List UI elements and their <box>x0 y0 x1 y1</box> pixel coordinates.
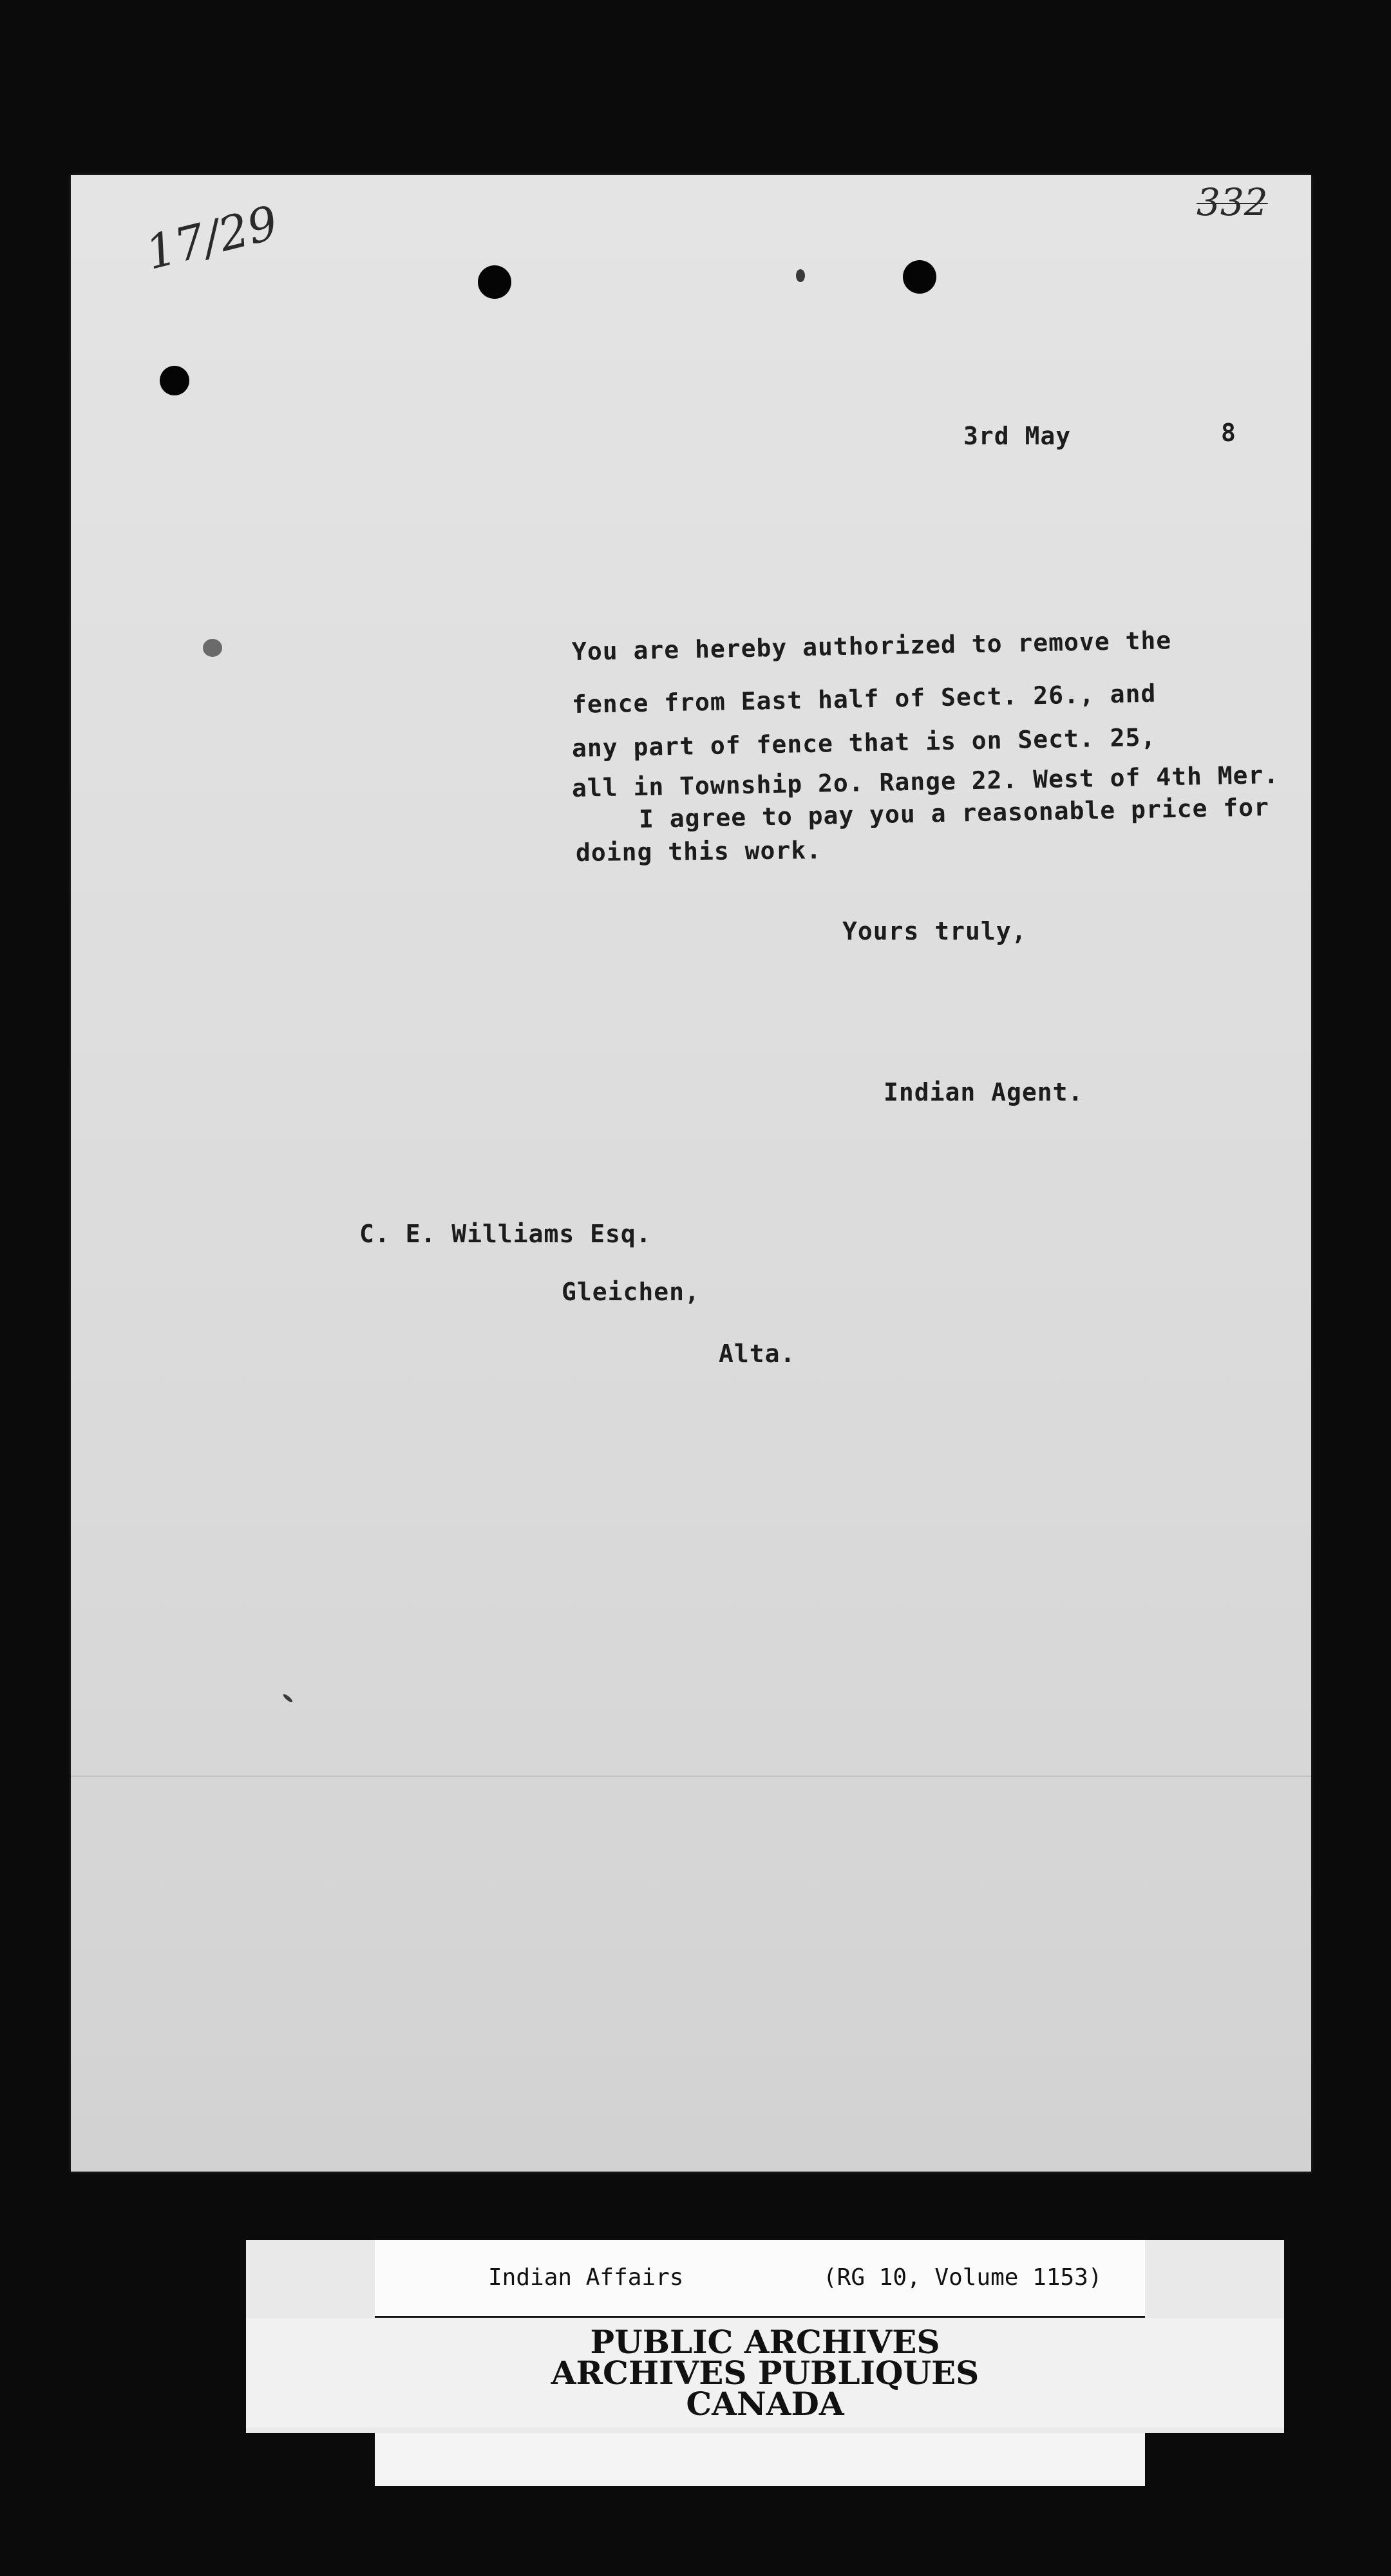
ink-speck <box>203 639 222 657</box>
signature-title: Indian Agent. <box>884 1078 1084 1106</box>
page-fold-line <box>71 1776 1311 1777</box>
addressee-name: C. E. Williams Esq. <box>359 1220 652 1248</box>
pencil-tick <box>282 1693 294 1703</box>
punch-hole <box>903 260 936 294</box>
letter-body-line: all in Township 2o. Range 22. West of 4th Mer. <box>571 760 1280 802</box>
archive-name-fr: ARCHIVES PUBLIQUES <box>551 2354 979 2392</box>
letter-body-line: I agree to pay you a reasonable price for <box>638 793 1270 833</box>
ink-speck <box>796 269 805 282</box>
letter-body-line: doing this work. <box>575 836 822 867</box>
archive-reference-label <box>375 2240 1145 2318</box>
letter-date: 3rd May <box>963 422 1072 450</box>
letter-body-line: You are hereby authorized to remove the <box>571 626 1172 666</box>
addressee-province: Alta. <box>719 1340 796 1368</box>
archive-page-number: 332 <box>1197 180 1268 224</box>
archive-name-en: PUBLIC ARCHIVES <box>590 2323 940 2361</box>
punch-hole <box>160 366 189 395</box>
letter-body-line: fence from East half of Sect. 26., and <box>571 679 1157 719</box>
archive-label-bottom <box>375 2433 1145 2486</box>
punch-hole <box>478 265 511 299</box>
margin-file-note: 17/29 <box>140 195 283 280</box>
letter-body-line: any part of fence that is on Sect. 25, <box>571 723 1157 762</box>
record-series: Indian Affairs <box>488 2264 684 2291</box>
archive-country: CANADA <box>686 2385 844 2423</box>
addressee-town: Gleichen, <box>562 1278 700 1306</box>
record-reference: (RG 10, Volume 1153) <box>823 2264 1102 2291</box>
letter-closing: Yours truly, <box>842 917 1027 945</box>
letter-year-fragment: 8 <box>1221 419 1236 447</box>
document-page <box>71 175 1311 2172</box>
